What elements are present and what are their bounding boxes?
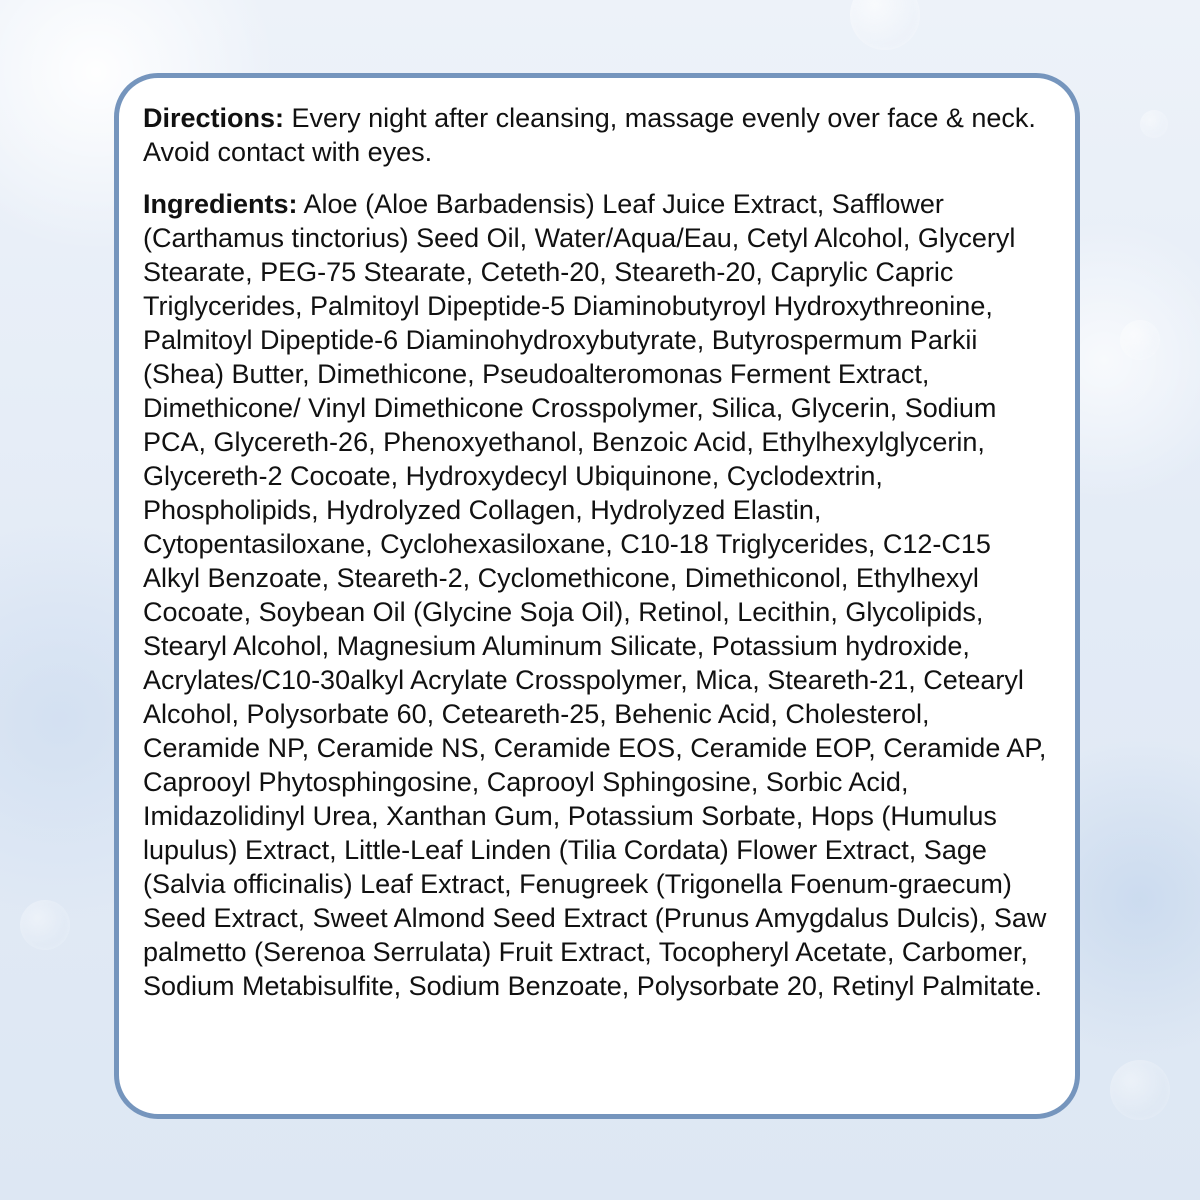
directions-paragraph <box>143 101 1051 169</box>
background-bubble <box>1110 1060 1170 1120</box>
ingredients-label: Ingredients: <box>143 189 298 219</box>
background-bubble <box>1120 320 1160 360</box>
background-bubble <box>1140 110 1168 138</box>
label-panel <box>114 73 1080 1119</box>
directions-text: Every night after cleansing, massage evenly over face & neck. Avoid contact with eyes. <box>143 103 1036 167</box>
background-bubble <box>20 900 70 950</box>
background-bubble <box>850 0 920 50</box>
ingredients-paragraph <box>143 187 1051 1003</box>
directions-label: Directions: <box>143 103 285 133</box>
ingredients-text: Aloe (Aloe Barbadensis) Leaf Juice Extract, Safflower (Carthamus tinctorius) Seed Oil, Water/Aqua/Eau, Cetyl Alcohol, Glyceryl Stearate, PEG-75 Stearate, Ceteth-20, Steareth-20, Caprylic Capric Triglycerides, Palmitoyl Dipeptide-5 Diaminobutyroyl Hydroxythreonine, Palmitoyl Dipeptide-6 Diaminohydroxybutyrate, Butyrospermum Parkii (Shea) Butter, Dimethicone, Pseudoalteromonas Ferment Extract, Dimethicone/ Vinyl Dimethicone Crosspolymer, Silica, Glycerin, Sodium PCA, Glycereth-26, Phenoxyethanol, Benzoic Acid, Ethylhexylglycerin, Glycereth-2 Cocoate, Hydroxydecyl Ubiquinone, Cyclodextrin, Phospholipids, Hydrolyzed Collagen, Hydrolyzed Elastin, Cytopentasiloxane, Cyclohexasiloxane, C10-18 Triglycerides, C12-C15 Alkyl Benzoate, Steareth-2, Cyclomethicone, Dimethiconol, Ethylhexyl Cocoate, Soybean Oil (Glycine Soja Oil), Retinol, Lecithin, Glycolipids, Stearyl Alcohol, Magnesium Aluminum Silicate, Potassium hydroxide, Acrylates/C10-30alkyl Acrylate Crosspolymer, Mica, Steareth-21, Cetearyl Alcohol, Polysorbate 60, Ceteareth-25, Behenic Acid, Cholesterol, Ceramide NP, Ceramide NS, Ceramide EOS, Ceramide EOP, Ceramide AP, Caprooyl Phytosphingosine, Caprooyl Sphingosine, Sorbic Acid, Imidazolidinyl Urea, Xanthan Gum, Potassium Sorbate, Hops (Humulus lupulus) Extract, Little-Leaf Linden (Tilia Cordata) Flower Extract, Sage (Salvia officinalis) Leaf Extract, Fenugreek (Trigonella Foenum-graecum) Seed Extract, Sweet Almond Seed Extract (Prunus Amygdalus Dulcis), Saw palmetto (Serenoa Serrulata) Fruit Extract, Tocopheryl Acetate, Carbomer, Sodium Metabisulfite, Sodium Benzoate, Polysorbate 20, Retinyl Palmitate. <box>143 189 1047 1001</box>
